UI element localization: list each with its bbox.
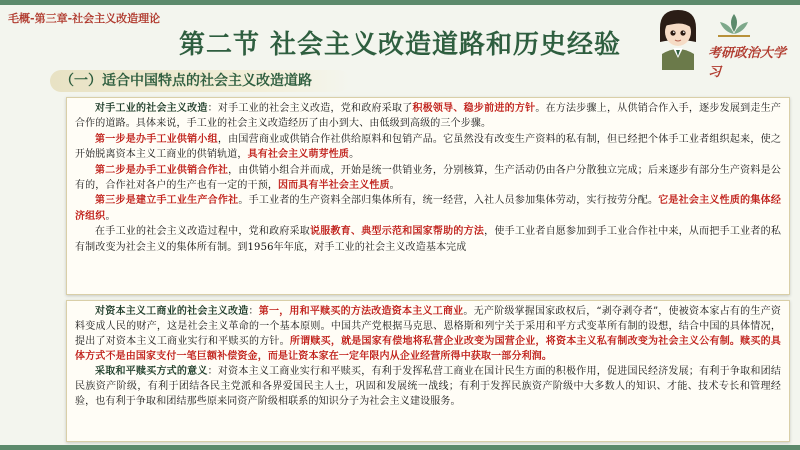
page-title: 第二节 社会主义改造道路和历史经验 (178, 30, 622, 60)
redemption-highlight: 第一，用和平赎买的方法改造资本主义工商业 (258, 306, 464, 317)
method-highlight: 说服教育、典型示范和国家帮助的方法 (310, 226, 485, 238)
brand-name: 考研政治大学习 (708, 46, 787, 80)
step-three-title: 第三步是建立手工业生产合作社 (95, 195, 239, 207)
top-stripe (0, 0, 800, 5)
step-one: 第一步是办手工业供销小组，由国营商业或供销合作社供给原料和包销产品。它虽然没有改变生产资料的私有制，但已经把个体手工业者组织起来，使之开始脱离资本主义工商业的供销轨道，具有社会主义萌芽性质。 (75, 133, 781, 161)
capitalist-panel (66, 300, 790, 442)
redemption-definition: 所谓赎买，就是国家有偿地将私营企业改变为国营企业，将资本主义私有制改变为社会主义公有制。赎买的具体方式不是由国家支付一笔巨额补偿资金，而是让资本家在一定年限内从企业经营所得中获取一部分利润。 (75, 336, 782, 362)
lotus-logo-icon (714, 12, 754, 40)
breadcrumb: 毛概-第三章-社会主义改造理论 (8, 12, 161, 25)
handicraft-panel (66, 97, 790, 295)
step-three: 第三步是建立手工业生产合作社。手工业者的生产资料全部归集体所有，统一经营，入社人员参加集体劳动，实行按劳分配。它是社会主义性质的集体经济组织。 (75, 195, 781, 222)
step-two-title: 第二步是办手工业供销合作社 (95, 164, 229, 176)
capitalist-lead: 对资本主义工商业的社会主义改造 (95, 306, 249, 317)
handicraft-conclusion: 在手工业的社会主义改造过程中，党和政府采取说服教育、典型示范和国家帮助的方法，使手工业者自愿参加到手工业合作社中来，从而把手工业者的私有制改变为社会主义的集体所有制。到1956年年底，对手工业的社会主义改造基本完成 (75, 226, 781, 253)
handicraft-lead: 对手工业的社会主义改造 (95, 103, 208, 114)
handicraft-intro: 对手工业的社会主义改造：对手工业的社会主义改造，党和政府采取了积极领导、稳步前进的方针。在方法步骤上，从供销合作入手，逐步发展到走生产合作的道路。具体来说，手工业的社会主义改造经历了由小到大、由低级到高级的三个步骤。 (75, 103, 781, 130)
step-two: 第二步是办手工业供销合作社，由供销小组合并而成，开始是统一供销业务，分别核算，生产活动仍由各户分散独立完成；后来逐步有部分生产资料是公有的，合作社对各户的生产也有一定的干预，因而具有半社会主义性质。 (75, 164, 781, 192)
avatar (654, 8, 702, 70)
significance-lead: 采取和平赎买方式的意义 (95, 366, 208, 377)
significance-paragraph: 采取和平赎买方式的意义：对资本主义工商业实行和平赎买，有利于发挥私营工商业在国计民生方面的积极作用，促进国民经济发展；有利于争取和团结民族资产阶级，有利于团结各民主党派和各界爱国民主人士，巩固和发展统一战线；有利于发挥民族资产阶级中大多数人的知识、才能、技术专长和管理经验，也有利于争取和团结那些原来同资产阶级相联系的知识分子为社会主义建设服务。 (75, 366, 781, 407)
section-heading: （一）适合中国特点的社会主义改造道路 (50, 70, 350, 92)
capitalist-paragraph: 对资本主义工商业的社会主义改造：第一，用和平赎买的方法改造资本主义工商业。无产阶级掌握国家政权后，“剥夺剥夺者”，使被资本家占有的生产资料变成人民的财产，这是社会主义革命的一个基本原则。中国共产党根据马克思、恩格斯和列宁关于采用和平方式变革所有制的设想，结合中国的具体情况，提出了对资本主义工商业实行和平赎买的方针。所谓赎买，就是国家有偿地将私营企业改变为国营企业，将资本主义私有制改变为社会主义公有制。赎买的具体方式不是由国家支付一笔巨额补偿资金，而是让资本家在一定年限内从企业经营所得中获取一部分利润。 (75, 306, 782, 362)
bottom-stripe (0, 445, 800, 450)
step-one-title: 第一步是办手工业供销小组 (95, 133, 218, 145)
policy-highlight: 积极领导、稳步前进的方针 (412, 103, 536, 114)
